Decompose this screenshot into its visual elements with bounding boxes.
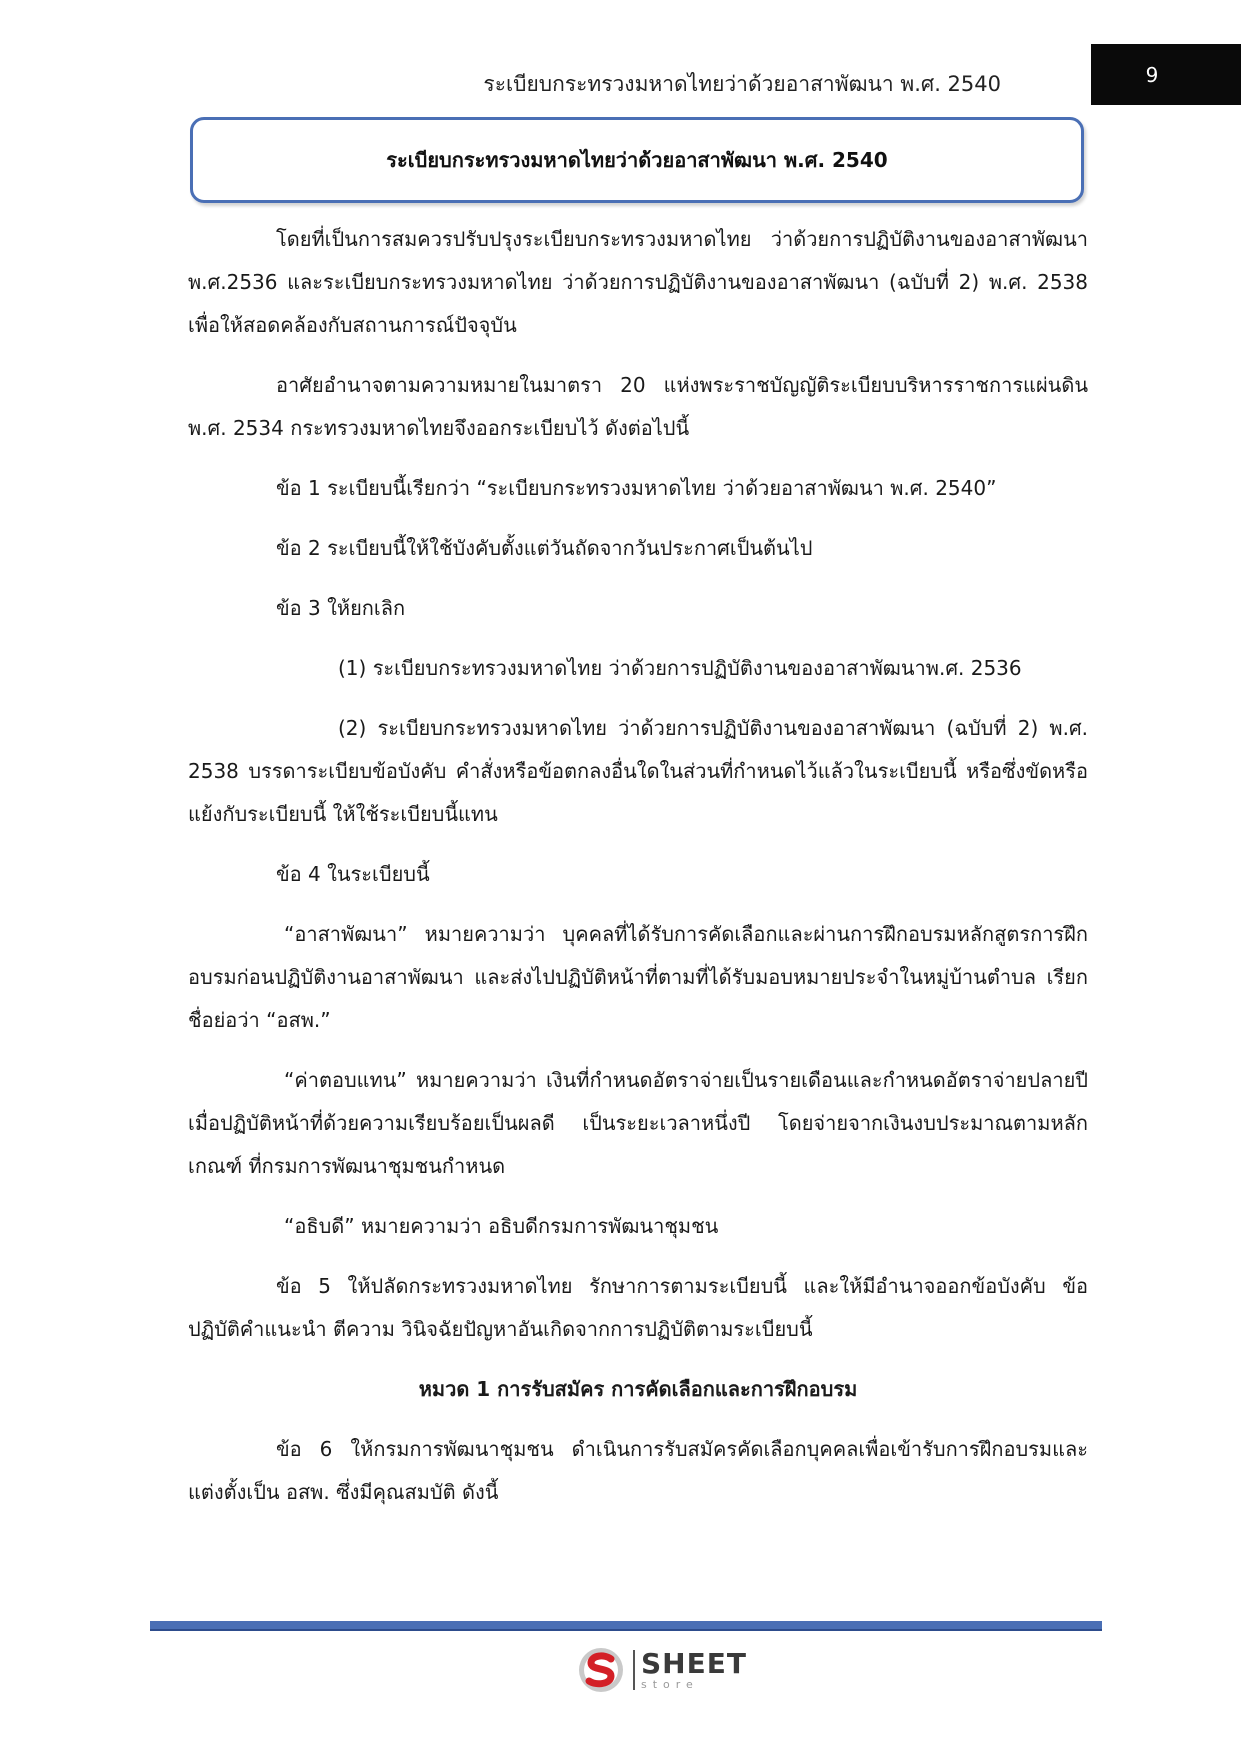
authority-paragraph: อาศัยอำนาจตามความหมายในมาตรา 20 แห่งพระราชบัญญัติระเบียบบริหารราชการแผ่นดิน พ.ศ. 2534 กระทรวงมหาดไทยจึงออกระเบียบไว้ ดังต่อไปนี้ (188, 373, 1088, 440)
document-body (188, 218, 1088, 1531)
clause-3-item-1: (1) ระเบียบกระทรวงมหาดไทย ว่าด้วยการปฏิบัติงานของอาสาพัฒนาพ.ศ. 2536 (338, 656, 1022, 680)
clause-3: ข้อ 3 ให้ยกเลิก (276, 596, 406, 620)
page-number: 9 (1145, 62, 1159, 87)
logo-word: SHEET (641, 1647, 747, 1680)
clause-5: ข้อ 5 ให้ปลัดกระทรวงมหาดไทย รักษาการตามระเบียบนี้ และให้มีอำนาจออกข้อบังคับ ข้อปฏิบัติคำแนะนำ ตีความ วินิจฉัยปัญหาอันเกิดจากการปฏิบัติตามระเบียบนี้ (188, 1274, 1088, 1341)
clause-3-item-2: (2) ระเบียบกระทรวงมหาดไทย ว่าด้วยการปฏิบัติงานของอาสาพัฒนา (ฉบับที่ 2) พ.ศ. 2538 บรรดาระเบียบข้อบังคับ คำสั่งหรือข้อตกลงอื่นใดในส่วนที่กำหนดไว้แล้วในระเบียบนี้ หรือซึ่งขัดหรือแย้งกับระเบียบนี้ ให้ใช้ระเบียบนี้แทน (188, 716, 1088, 826)
sheet-store-logo-icon (575, 1645, 627, 1695)
definition-volunteer: “อาสาพัฒนา” หมายความว่า บุคคลที่ได้รับการคัดเลือกและผ่านการฝึกอบรมหลักสูตรการฝึกอบรมก่อนปฏิบัติงานอาสาพัฒนา และส่งไปปฏิบัติหน้าที่ตามที่ได้รับมอบหมายประจำในหมู่บ้านตำบล เรียกชื่อย่อว่า “อสพ.” (188, 922, 1088, 1032)
preamble-paragraph: โดยที่เป็นการสมควรปรับปรุงระเบียบกระทรวงมหาดไทย ว่าด้วยการปฏิบัติงานของอาสาพัฒนา พ.ศ.2536 และระเบียบกระทรวงมหาดไทย ว่าด้วยการปฏิบัติงานของอาสาพัฒนา (ฉบับที่ 2) พ.ศ. 2538 เพื่อให้สอดคล้องกับสถานการณ์ปัจจุบัน (188, 227, 1088, 337)
clause-4: ข้อ 4 ในระเบียบนี้ (276, 862, 430, 886)
logo-separator (633, 1650, 635, 1690)
document-title: ระเบียบกระทรวงมหาดไทยว่าด้วยอาสาพัฒนา พ.ศ. 2540 (386, 148, 888, 172)
definition-director-general: “อธิบดี” หมายความว่า อธิบดีกรมการพัฒนาชุมชน (284, 1214, 719, 1238)
running-header: ระเบียบกระทรวงมหาดไทยว่าด้วยอาสาพัฒนา พ.ศ. 2540 (483, 72, 1001, 96)
page-number-tab (1091, 44, 1241, 105)
clause-1: ข้อ 1 ระเบียบนี้เรียกว่า “ระเบียบกระทรวงมหาดไทย ว่าด้วยอาสาพัฒนา พ.ศ. 2540” (276, 476, 997, 500)
title-box (190, 117, 1084, 203)
footer-rule (150, 1621, 1102, 1631)
clause-2: ข้อ 2 ระเบียบนี้ให้ใช้บังคับตั้งแต่วันถัดจากวันประกาศเป็นต้นไป (276, 536, 813, 560)
section-heading: หมวด 1 การรับสมัคร การคัดเลือกและการฝึกอบรม (418, 1377, 858, 1401)
definition-compensation: “ค่าตอบแทน” หมายความว่า เงินที่กำหนดอัตราจ่ายเป็นรายเดือนและกำหนดอัตราจ่ายปลายปีเมื่อปฏิบัติหน้าที่ด้วยความเรียบร้อยเป็นผลดี เป็นระยะเวลาหนึ่งปี โดยจ่ายจากเงินงบประมาณตามหลักเกณฑ์ ที่กรมการพัฒนาชุมชนกำหนด (188, 1068, 1088, 1178)
logo-sub: store (641, 1678, 699, 1691)
logo-text (641, 1647, 747, 1691)
footer-logo (575, 1645, 747, 1695)
clause-6: ข้อ 6 ให้กรมการพัฒนาชุมชน ดำเนินการรับสมัครคัดเลือกบุคคลเพื่อเข้ารับการฝึกอบรมและแต่งตั้งเป็น อสพ. ซึ่งมีคุณสมบัติ ดังนี้ (188, 1437, 1088, 1504)
